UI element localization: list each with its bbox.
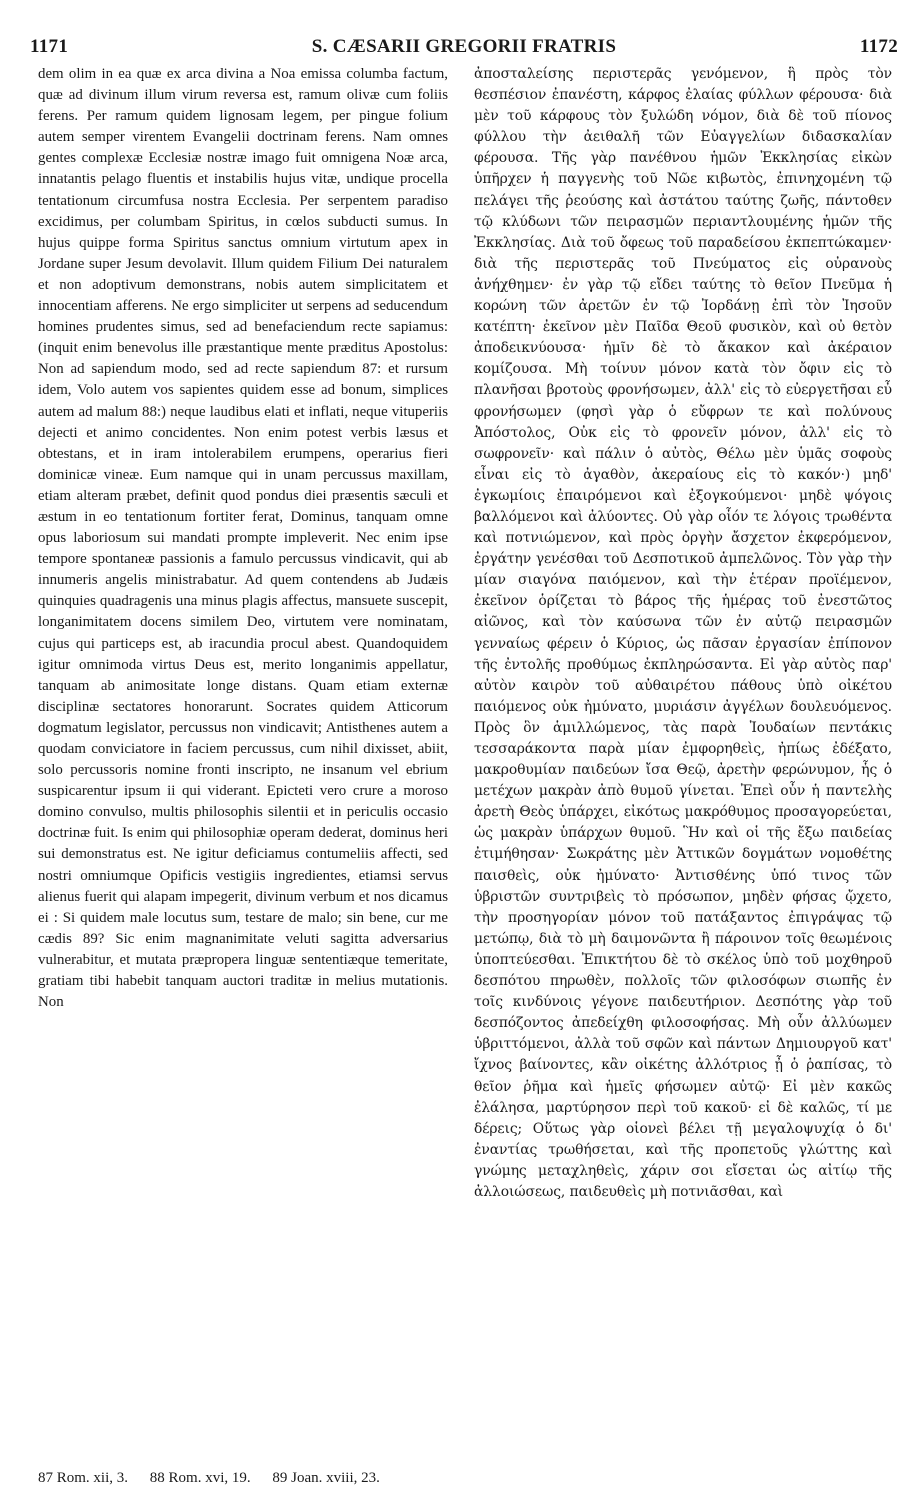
greek-column <box>474 64 892 1203</box>
latin-paragraph: dem olim in ea quæ ex arca divina a Noa emissa columba factum, quæ ad divinum illum virum reversa est, ramum olivæ cum foliis ferens. Per ramum quidem lignosam legem, per pingue folium autem semper virentem Evangelii doctrinam ferens. Nam omnes gentes complexæ Ecclesiæ nostræ imago fuit omnigena Noæ arca, innatantis pelago fluentis et instabilis hujus vitæ, undique procella tentationum circumfusa nostra Ecclesia. Per serpentem paradiso excidimus, per columbam Spiritus, in cœlos subducti sumus. In hujus quippe forma Spiritus sanctus omnium virtutum apex in Jordane super Jesum devolavit. Illum quidem Filium Dei naturalem et non adoptivum demonstrans, nobis autem simplicitatem et innocentiam afferens. Ne ergo simpliciter ut serpens ad seducendum homines prudentes simus, sed ad benefaciendum recte sapiamus: (inquit enim benevolus ille præstantique mente præditus Apostolus: Non ad sapiendum modo, sed ad recte sapiendum 87: et rursum idem, Volo autem vos sapientes quidem esse ad bonum, simplices autem ad malum 88:) neque laudibus elati et inflati, neque vituperiis dejecti et animo concidentes. Non enim potest verbis læsus et obtestans, et in iram intolerabilem erumpens, operarius fieri dominicæ vineæ. Eum namque qui in unam percussus maxillam, etiam alteram præbet, definit quod pondus diei præsentis sæculi et æstum in eo tentationum fortiter ferat, Dominus, tanquam omne opus laboriosum sui mandati prompte impleverit. Nec enim ipse tempore spontaneæ passionis a famulo percussus vindicavit, qui ab innumeris angelis ministrabatur. Ad quem contendens ab Judæis quinquies quadragenis una minus plagis affectus, mansuete suscepit, longanimitatem docens similem Deo, virtutem vere nominatam, cujus qui particeps est, ab iracundia procul abest. Quandoquidem igitur omnimoda virtus Deus est, merito longanimis appellatur, tanquam ab animositate longe distans. Quam etiam externæ disciplinæ sectatores honorarunt. Socrates quidem Atticorum dogmatum legislator, percussus non vindicavit; Antisthenes autem a quodam conviciatore in faciem percussus, cum nihil dixisset, abiit, solo percussoris nomine fronti inscripto, ne insanum vel ebrium suspicarentur ipsum ii qui viderant. Epicteti vero crure a moroso domino convulso, multis philosophis silentii et in periculis occasio doctrinæ fuit. Is enim qui philosophiæ operam dederat, dominus heri sui demonstratus est. Ne igitur deficiamus contumeliis affecti, sed nostri omniumque Opificis vestigiis ingredientes, etiamsi servus alienus fuerit qui alapam impegerit, divinum verbum et nos dicamus ei : Si quidem male locutus sum, testare de malo; sin bene, cur me cædis 89? Sic enim magnanimitate veluti sagitta adversarius vulnerabitur, et mutata præpropera linguæ sententiæque temeritate, gratiam tibi habebit tanquam auctori traditæ in melius mutationis. Non <box>38 66 448 1011</box>
footnotes <box>38 1470 898 1487</box>
column-number-right: 1172 <box>859 36 898 57</box>
running-title: S. CÆSARII GREGORII FRATRIS <box>311 36 617 57</box>
column-number-left: 1171 <box>30 36 69 57</box>
greek-paragraph: ἀποσταλείσης περιστερᾶς γενόμενον, ἣ πρὸς τὸν θεσπέσιον ἐπανέστη, κάρφος ἐλαίας φύλλων φέρουσα· διὰ μὲν τοῦ κάρφους τὸν ξυλώδη νόμον, διὰ δὲ τοῦ πίονος φύλλου τὴν ἀειθαλῆ τῶν Εὐαγγελίων διδασκαλίαν φέρουσα. Τῆς γὰρ πανέθνου ἡμῶν Ἐκκλησίας εἰκὼν ὑπῆρχεν ἡ παγγενὴς τοῦ Νῶε κιβωτὸς, ἐπινηχομένη τῷ πελάγει τῆς ῥεούσης καὶ ἀστάτου ταύτης ζωῆς, πάντοθεν τῷ κλύδωνι τῶν πειρασμῶν περιαντλουμένης ἡμῶν τῆς Ἐκκλησίας. Διὰ τοῦ ὄφεως τοῦ παραδείσου ἐκπεπτώκαμεν· διὰ τῆς περιστερᾶς τοῦ Πνεύματος εἰς οὐρανοὺς ἀνήχθημεν· ἐν γὰρ τῷ εἴδει ταύτης τὸ θεῖον Πνεῦμα ἡ κορώνη τῶν ἀρετῶν ἐν τῷ Ἰορδάνῃ ἐπὶ τὸν Ἰησοῦν κατέπτη· ἐκεῖνον μὲν Παῖδα Θεοῦ φυσικὸν, καὶ οὐ θετὸν ἀποδεικνύουσα· ἡμῖν δὲ τὸ ἄκακον καὶ ἀκέραιον κομίζουσα. Μὴ τοίνυν μόνον κατὰ τὸν ὄφιν εἰς τὸ πλανῆσαι βροτοὺς φρονήσωμεν, ἀλλ' εἰς τὸ εὐεργετῆσαι εὖ φρονήσωμεν (φησὶ γὰρ ὁ εὔφρων τε καὶ πολύνους Ἀπόστολος, Οὐκ εἰς τὸ φρονεῖν μόνον, ἀλλ' εἰς τὸ σωφρονεῖν· καὶ πάλιν ὁ αὐτὸς, Θέλω μὲν ὑμᾶς σοφοὺς εἶναι εἰς τὸ ἀγαθὸν, ἀκεραίους εἰς τὸ κακόν·) μηδ' ἐγκωμίοις ἐπαιρόμενοι καὶ ἐξογκούμενοι· μηδὲ ψόγοις βαλλόμενοι καὶ ἀλύοντες. Οὐ γὰρ οἷόν τε λόγοις τρωθέντα καὶ ποτνιώμενον, καὶ πρὸς ὀργὴν ἄσχετον ἐκφερόμενον, ἐργάτην γενέσθαι τοῦ Δεσποτικοῦ ἀμπελῶνος. Τὸν γὰρ τὴν μίαν σιαγόνα παιόμενον, καὶ τὴν ἑτέραν προϊέμενον, ἐκεῖνον ὁρίζεται τὸ βάρος τῆς ἡμέρας τοῦ ἐνεστῶτος αἰῶνος, καὶ τὸν καύσωνα τῶν ἐν αὐτῷ πειρασμῶν γενναίως φέρειν ὁ Κύριος, ὡς πᾶσαν ἐργασίαν ἐπίπονον τῆς ἐντολῆς προθύμως ἐκπληρώσαντα. Εἰ γὰρ αὐτὸς παρ' αὐτὸν καιρὸν τοῦ αὐθαιρέτου πάθους ὑπὸ οἰκέτου παιόμενος οὐκ ἠμύνατο, μυριάσιν ἀγγέλων δουλευόμενος. Πρὸς ὃν ἁμιλλώμενος, τὰς παρὰ Ἰουδαίων πεντάκις τεσσαράκοντα παρὰ μίαν ἐμφορηθεὶς, ἠπίως ἐδέξατο, μακροθυμίαν παιδεύων ἴσα Θεῷ, ἀρετὴν φερώνυμον, ἧς ὁ μετέχων μακρὰν ἀπὸ θυμοῦ γίνεται. Ἐπεὶ οὖν ἡ παντελὴς ἀρετὴ Θεὸς ὑπάρχει, εἰκότως μακρόθυμος προσαγορεύεται, ὡς μακρὰν ὑπάρχων θυμοῦ. Ἣν καὶ οἱ τῆς ἔξω παιδείας ἐτιμήθησαν· Σωκράτης μὲν Ἀττικῶν δογμάτων νομοθέτης παισθεὶς, οὐκ ἠμύνατο· Ἀντισθένης ὑπό τινος τῶν ὑβριστῶν συντριβεὶς τὸ πρόσωπον, μηδὲν φήσας ᾤχετο, τὴν προσηγορίαν μόνον τοῦ πατάξαντος ἐπιγράψας τῷ μετώπῳ, διὰ τὸ μὴ δαιμονῶντα ἢ πάροινον τοῖς θεωμένοις ὑποπτεύεσθαι. Ἐπικτήτου δὲ τὸ σκέλος ὑπὸ τοῦ μοχθηροῦ δεσπότου πηρωθὲν, πολλοῖς τῶν φιλοσόφων σιωπῆς ἐν τοῖς κινδύνοις γέγονε παιδευτήριον. Δεσπότης γὰρ τοῦ δεσπόζοντος ἀπεδείχθη φιλοσοφήσας. Μὴ οὖν ἀλλύωμεν ὑβριττόμενοι, ἀλλὰ τοῦ σφῶν καὶ πάντων Δημιουργοῦ κατ' ἴχνος βαίνοντες, κἂν οἰκέτης ἀλλότριος ᾖ ὁ ῥαπίσας, τὸ θεῖον ῥῆμα καὶ ἡμεῖς φήσωμεν αὐτῷ· Εἰ μὲν κακῶς ἐλάλησα, μαρτύρησον περὶ τοῦ κακοῦ· εἰ δὲ καλῶς, τί με δέρεις; Οὕτως γὰρ οἱονεὶ βέλει τῇ μεγαλοψυχίᾳ ὁ δι' ἐναντίας τρωθήσεται, καὶ τῆς προπετοῦς γλώττης καὶ γνώμης μεταχληθεὶς, χάριν σοι εἴσεται ὡς αἰτίῳ τῆς ἀλλοιώσεως, παιδευθεὶς μὴ ποτνιᾶσθαι, καὶ <box>474 66 892 1200</box>
latin-column <box>38 64 448 1013</box>
running-header <box>30 36 898 62</box>
footnote: 89 Joan. xviii, 23. <box>272 1470 380 1486</box>
footnote: 88 Rom. xvi, 19. <box>149 1470 251 1486</box>
footnote: 87 Rom. xii, 3. <box>38 1470 129 1486</box>
